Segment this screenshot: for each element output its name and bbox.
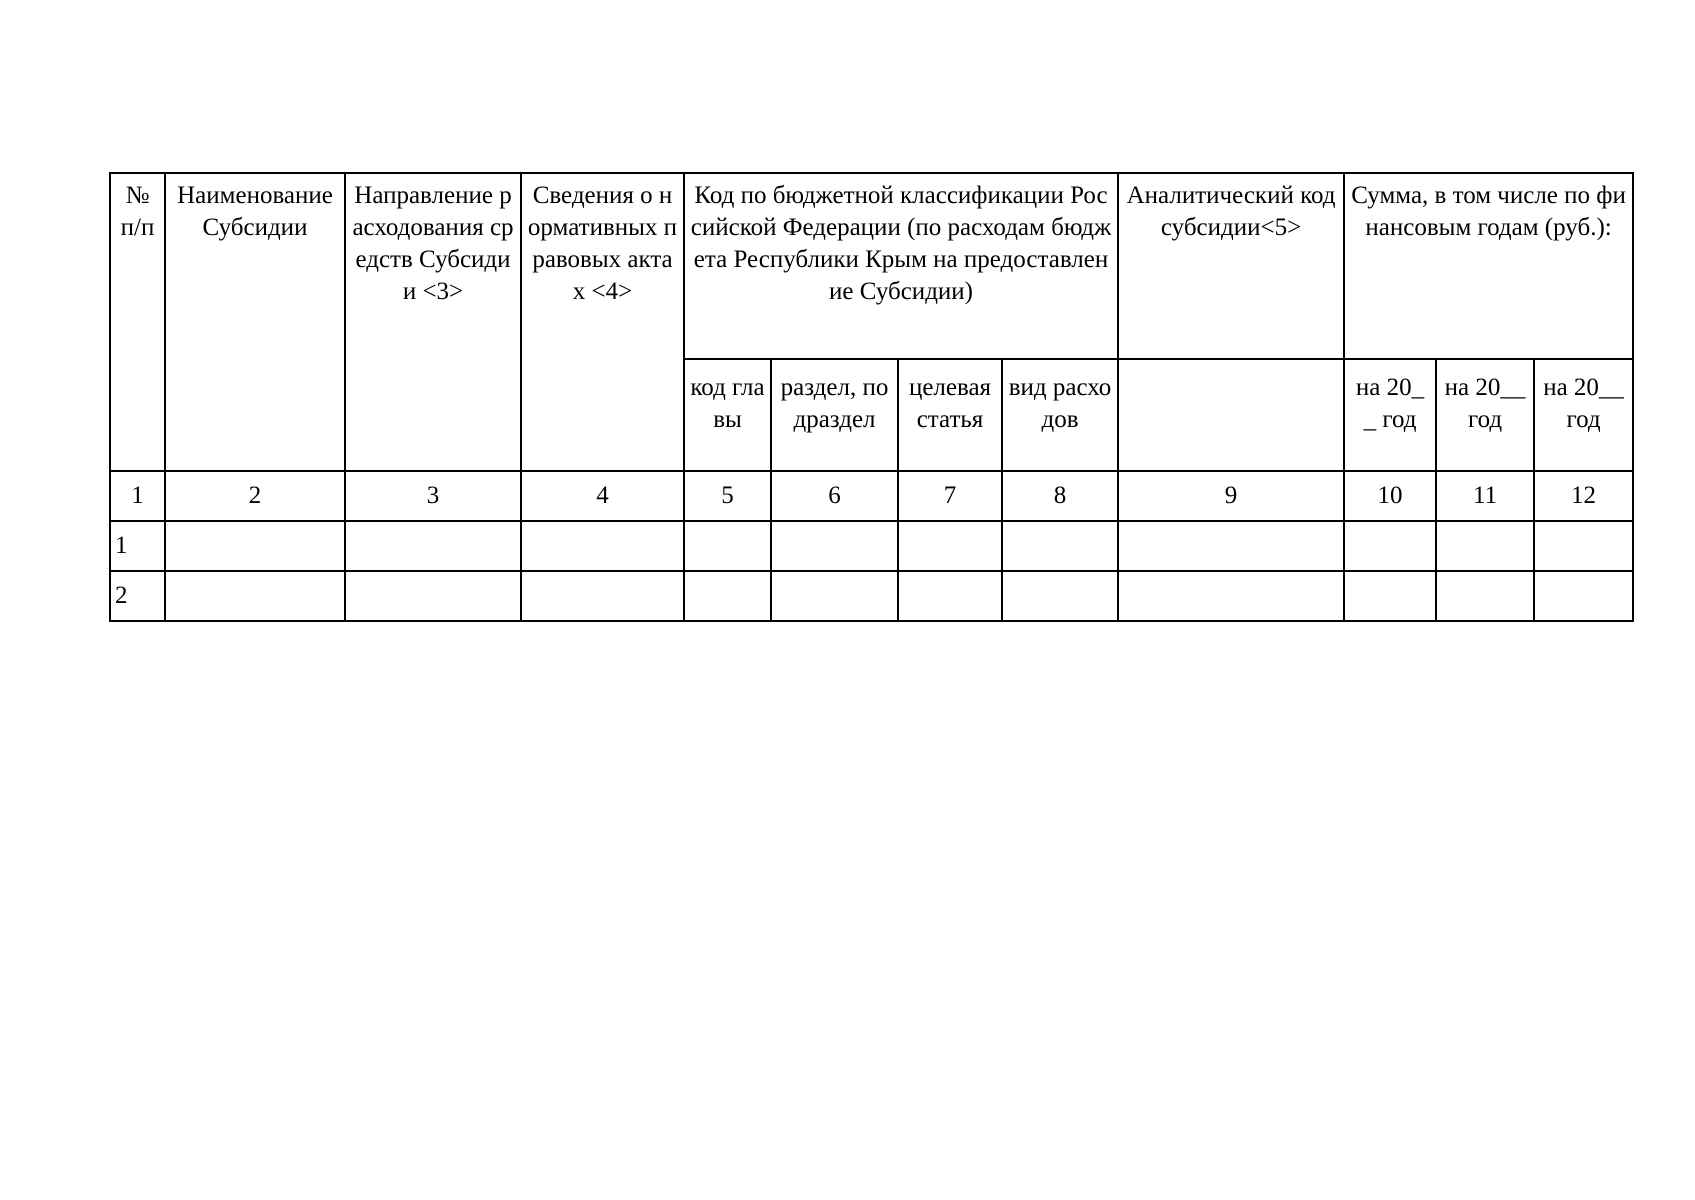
column-number: 12 [1534, 471, 1633, 521]
column-number: 11 [1436, 471, 1534, 521]
table-row [110, 521, 1633, 571]
row-index: 1 [110, 521, 165, 571]
table-cell [165, 571, 345, 621]
column-number: 1 [110, 471, 165, 521]
column-number: 10 [1344, 471, 1436, 521]
table-cell [1118, 571, 1344, 621]
table-cell [1534, 521, 1633, 571]
header-expense-type: вид расходов [1002, 359, 1118, 471]
table-cell [898, 571, 1002, 621]
column-number: 9 [1118, 471, 1344, 521]
header-year-1: на 20__ год [1344, 359, 1436, 471]
header-analytic-code: Аналитический код субсидии<5> [1118, 173, 1344, 359]
column-number: 5 [684, 471, 771, 521]
table-cell [1344, 521, 1436, 571]
table-cell [521, 521, 684, 571]
header-year-2: на 20__ год [1436, 359, 1534, 471]
table-cell [1344, 571, 1436, 621]
table-row [110, 571, 1633, 621]
header-chapter-code: код главы [684, 359, 771, 471]
table-cell [684, 521, 771, 571]
column-number: 4 [521, 471, 684, 521]
header-year-3: на 20__ год [1534, 359, 1633, 471]
column-number-row [110, 471, 1633, 521]
column-number: 6 [771, 471, 898, 521]
header-subsidy-name: Наименование Субсидии [165, 173, 345, 471]
header-num: № п/п [110, 173, 165, 471]
table-cell [1436, 521, 1534, 571]
header-target-article: целевая статья [898, 359, 1002, 471]
header-spending-direction: Направление расходования средств Субсидии <3> [345, 173, 521, 471]
table-cell [1002, 521, 1118, 571]
table-cell [1436, 571, 1534, 621]
column-number: 8 [1002, 471, 1118, 521]
header-legal-acts: Сведения о нормативных правовых актах <4> [521, 173, 684, 471]
table-cell [898, 521, 1002, 571]
header-sum: Сумма, в том числе по финансовым годам (руб.): [1344, 173, 1633, 359]
table-header-row [110, 173, 1633, 359]
row-index: 2 [110, 571, 165, 621]
header-analytic-code-empty [1118, 359, 1344, 471]
table-cell [771, 571, 898, 621]
table-cell [771, 521, 898, 571]
table-cell [345, 521, 521, 571]
table-cell [684, 571, 771, 621]
table-cell [1534, 571, 1633, 621]
subsidy-table [109, 172, 1634, 622]
header-section: раздел, подраздел [771, 359, 898, 471]
table-cell [521, 571, 684, 621]
table-cell [165, 521, 345, 571]
column-number: 7 [898, 471, 1002, 521]
table-cell [345, 571, 521, 621]
table-cell [1118, 521, 1344, 571]
column-number: 3 [345, 471, 521, 521]
header-budget-classification: Код по бюджетной классификации Российской Федерации (по расходам бюджета Республики Крым на предоставление Субсидии) [684, 173, 1118, 359]
table-cell [1002, 571, 1118, 621]
column-number: 2 [165, 471, 345, 521]
